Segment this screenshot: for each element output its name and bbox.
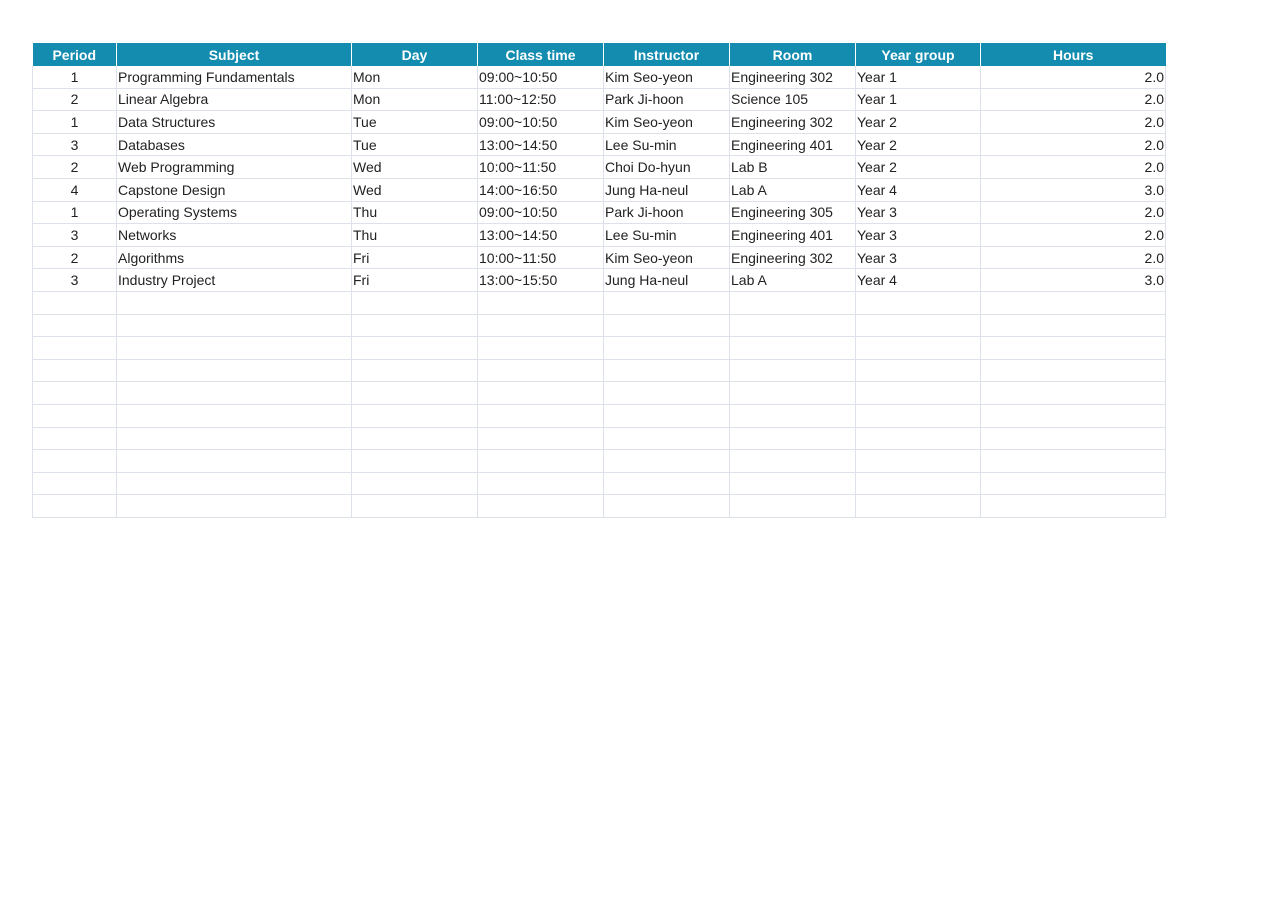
cell-instructor[interactable] [604,495,730,518]
cell-day[interactable]: Wed [352,178,478,201]
cell-period[interactable]: 4 [33,178,117,201]
table-row [33,111,1166,134]
cell-hours[interactable] [981,291,1166,314]
cell-hours[interactable]: 2.0 [981,156,1166,179]
cell-day[interactable]: Mon [352,88,478,111]
cell-room[interactable]: Engineering 302 [730,246,856,269]
cell-class-time[interactable]: 10:00~11:50 [478,156,604,179]
cell-room[interactable]: Science 105 [730,88,856,111]
cell-day[interactable]: Mon [352,66,478,88]
table-row [33,404,1166,427]
cell-hours[interactable] [981,472,1166,495]
table-row [33,291,1166,314]
cell-instructor[interactable] [604,382,730,405]
cell-class-time[interactable]: 14:00~16:50 [478,178,604,201]
cell-hours[interactable] [981,495,1166,518]
cell-period[interactable]: 2 [33,88,117,111]
cell-period[interactable] [33,382,117,405]
cell-room[interactable] [730,427,856,450]
cell-instructor[interactable]: Jung Ha-neul [604,269,730,292]
cell-hours[interactable]: 2.0 [981,224,1166,247]
cell-year-group[interactable] [856,404,981,427]
header-day[interactable]: Day [352,43,478,66]
cell-subject[interactable]: Programming Fundamentals [117,66,352,88]
header-period[interactable]: Period [33,43,117,66]
cell-room[interactable] [730,404,856,427]
cell-period[interactable]: 3 [33,269,117,292]
cell-year-group[interactable] [856,291,981,314]
cell-year-group[interactable]: Year 4 [856,178,981,201]
timetable-table [32,43,1166,518]
cell-class-time[interactable]: 11:00~12:50 [478,88,604,111]
cell-room[interactable] [730,495,856,518]
table-body [33,66,1166,517]
cell-instructor[interactable]: Jung Ha-neul [604,178,730,201]
table-row [33,382,1166,405]
header-hours[interactable]: Hours [981,43,1166,66]
cell-hours[interactable]: 2.0 [981,88,1166,111]
cell-class-time[interactable] [478,450,604,473]
cell-year-group[interactable]: Year 2 [856,156,981,179]
cell-subject[interactable] [117,404,352,427]
table-row [33,201,1166,224]
cell-hours[interactable] [981,404,1166,427]
cell-class-time[interactable] [478,472,604,495]
cell-period[interactable] [33,314,117,337]
cell-day[interactable]: Tue [352,111,478,134]
cell-subject[interactable] [117,359,352,382]
cell-year-group[interactable] [856,314,981,337]
cell-hours[interactable]: 2.0 [981,201,1166,224]
table-row [33,269,1166,292]
cell-class-time[interactable]: 09:00~10:50 [478,201,604,224]
table-row [33,246,1166,269]
cell-instructor[interactable] [604,404,730,427]
cell-hours[interactable]: 3.0 [981,178,1166,201]
cell-room[interactable] [730,291,856,314]
cell-day[interactable] [352,472,478,495]
cell-subject[interactable] [117,427,352,450]
cell-day[interactable]: Thu [352,201,478,224]
cell-hours[interactable]: 2.0 [981,133,1166,156]
cell-period[interactable] [33,472,117,495]
cell-instructor[interactable]: Park Ji-hoon [604,201,730,224]
cell-class-time[interactable]: 13:00~15:50 [478,269,604,292]
cell-room[interactable]: Engineering 302 [730,111,856,134]
cell-period[interactable] [33,495,117,518]
header-room[interactable]: Room [730,43,856,66]
cell-instructor[interactable] [604,472,730,495]
cell-class-time[interactable] [478,291,604,314]
cell-year-group[interactable] [856,337,981,360]
cell-period[interactable]: 1 [33,111,117,134]
cell-year-group[interactable] [856,495,981,518]
cell-room[interactable]: Lab B [730,156,856,179]
cell-period[interactable] [33,359,117,382]
cell-instructor[interactable]: Choi Do-hyun [604,156,730,179]
cell-year-group[interactable]: Year 1 [856,66,981,88]
cell-subject[interactable] [117,382,352,405]
cell-year-group[interactable] [856,359,981,382]
cell-day[interactable] [352,382,478,405]
table-row [33,359,1166,382]
cell-period[interactable] [33,291,117,314]
cell-class-time[interactable] [478,382,604,405]
cell-year-group[interactable] [856,382,981,405]
cell-year-group[interactable]: Year 2 [856,133,981,156]
cell-day[interactable] [352,495,478,518]
cell-period[interactable]: 1 [33,201,117,224]
cell-instructor[interactable] [604,314,730,337]
cell-class-time[interactable] [478,337,604,360]
cell-hours[interactable] [981,382,1166,405]
table-row [33,224,1166,247]
cell-hours[interactable]: 2.0 [981,111,1166,134]
table-row [33,88,1166,111]
cell-instructor[interactable]: Kim Seo-yeon [604,111,730,134]
cell-day[interactable] [352,427,478,450]
cell-subject[interactable]: Data Structures [117,111,352,134]
cell-class-time[interactable]: 09:00~10:50 [478,66,604,88]
cell-subject[interactable] [117,450,352,473]
cell-instructor[interactable] [604,291,730,314]
cell-period[interactable]: 2 [33,246,117,269]
cell-hours[interactable]: 3.0 [981,269,1166,292]
cell-day[interactable]: Thu [352,224,478,247]
cell-year-group[interactable]: Year 2 [856,111,981,134]
cell-room[interactable] [730,450,856,473]
cell-hours[interactable] [981,359,1166,382]
cell-subject[interactable] [117,472,352,495]
cell-period[interactable] [33,450,117,473]
cell-day[interactable]: Fri [352,269,478,292]
cell-room[interactable] [730,472,856,495]
cell-room[interactable] [730,359,856,382]
cell-subject[interactable] [117,314,352,337]
cell-subject[interactable] [117,337,352,360]
cell-hours[interactable]: 2.0 [981,246,1166,269]
cell-room[interactable] [730,337,856,360]
cell-class-time[interactable] [478,427,604,450]
cell-room[interactable]: Engineering 302 [730,66,856,88]
cell-period[interactable] [33,427,117,450]
cell-instructor[interactable] [604,359,730,382]
cell-year-group[interactable]: Year 3 [856,224,981,247]
table-row [33,178,1166,201]
cell-room[interactable] [730,314,856,337]
cell-subject[interactable]: Linear Algebra [117,88,352,111]
cell-hours[interactable]: 2.0 [981,66,1166,88]
cell-day[interactable]: Fri [352,246,478,269]
cell-subject[interactable]: Web Programming [117,156,352,179]
cell-year-group[interactable]: Year 4 [856,269,981,292]
cell-subject[interactable] [117,495,352,518]
cell-day[interactable]: Tue [352,133,478,156]
cell-period[interactable]: 3 [33,133,117,156]
cell-room[interactable]: Lab A [730,269,856,292]
cell-year-group[interactable]: Year 1 [856,88,981,111]
cell-class-time[interactable] [478,495,604,518]
table-row [33,314,1166,337]
cell-subject[interactable]: Capstone Design [117,178,352,201]
cell-class-time[interactable]: 10:00~11:50 [478,246,604,269]
cell-subject[interactable]: Algorithms [117,246,352,269]
cell-class-time[interactable]: 09:00~10:50 [478,111,604,134]
cell-hours[interactable] [981,450,1166,473]
cell-instructor[interactable]: Lee Su-min [604,224,730,247]
header-subject[interactable]: Subject [117,43,352,66]
cell-hours[interactable] [981,314,1166,337]
cell-year-group[interactable] [856,472,981,495]
cell-day[interactable] [352,359,478,382]
header-row [33,43,1166,66]
cell-day[interactable]: Wed [352,156,478,179]
table-row [33,450,1166,473]
cell-class-time[interactable]: 13:00~14:50 [478,224,604,247]
table-row [33,427,1166,450]
table-row [33,472,1166,495]
cell-instructor[interactable] [604,427,730,450]
table-row [33,495,1166,518]
cell-period[interactable]: 2 [33,156,117,179]
cell-year-group[interactable]: Year 3 [856,201,981,224]
cell-day[interactable] [352,291,478,314]
cell-room[interactable] [730,382,856,405]
cell-room[interactable]: Engineering 401 [730,224,856,247]
cell-subject[interactable]: Industry Project [117,269,352,292]
cell-room[interactable]: Lab A [730,178,856,201]
cell-room[interactable]: Engineering 305 [730,201,856,224]
header-class-time[interactable]: Class time [478,43,604,66]
cell-period[interactable] [33,337,117,360]
cell-period[interactable]: 1 [33,66,117,88]
cell-year-group[interactable] [856,450,981,473]
cell-class-time[interactable]: 13:00~14:50 [478,133,604,156]
cell-day[interactable] [352,404,478,427]
cell-day[interactable] [352,450,478,473]
cell-hours[interactable] [981,337,1166,360]
cell-room[interactable]: Engineering 401 [730,133,856,156]
table-row [33,156,1166,179]
cell-day[interactable] [352,337,478,360]
cell-class-time[interactable] [478,314,604,337]
header-instructor[interactable]: Instructor [604,43,730,66]
cell-instructor[interactable]: Kim Seo-yeon [604,246,730,269]
cell-year-group[interactable]: Year 3 [856,246,981,269]
cell-year-group[interactable] [856,427,981,450]
table-row [33,133,1166,156]
cell-instructor[interactable] [604,450,730,473]
cell-instructor[interactable] [604,337,730,360]
cell-instructor[interactable]: Park Ji-hoon [604,88,730,111]
cell-day[interactable] [352,314,478,337]
cell-hours[interactable] [981,427,1166,450]
cell-class-time[interactable] [478,359,604,382]
cell-subject[interactable]: Networks [117,224,352,247]
cell-instructor[interactable]: Lee Su-min [604,133,730,156]
cell-class-time[interactable] [478,404,604,427]
cell-subject[interactable]: Operating Systems [117,201,352,224]
cell-period[interactable]: 3 [33,224,117,247]
table-row [33,337,1166,360]
cell-period[interactable] [33,404,117,427]
table-row [33,66,1166,88]
cell-subject[interactable] [117,291,352,314]
cell-instructor[interactable]: Kim Seo-yeon [604,66,730,88]
cell-subject[interactable]: Databases [117,133,352,156]
header-year-group[interactable]: Year group [856,43,981,66]
